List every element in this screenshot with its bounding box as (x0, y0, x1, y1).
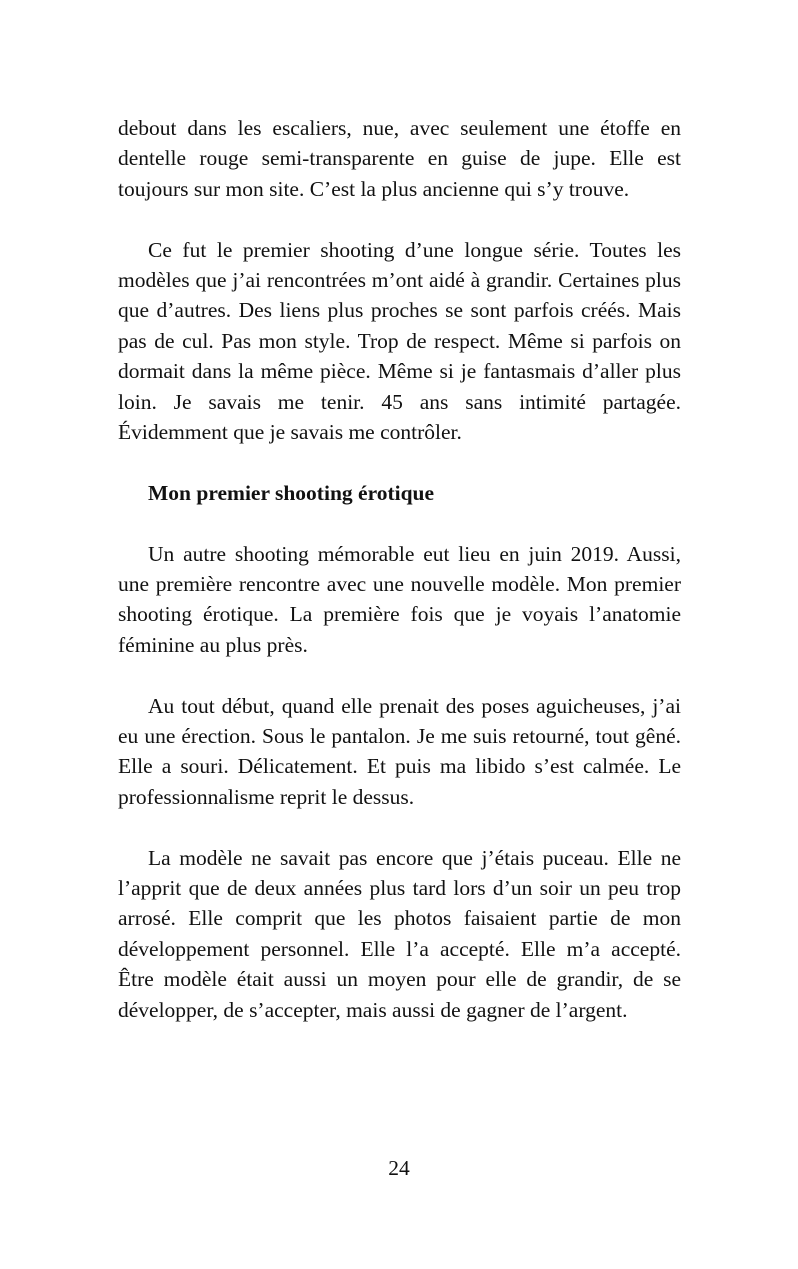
paragraph: Un autre shooting mémorable eut lieu en juin 2019. Aussi, une première rencontre avec une nouvelle modèle. Mon premier shooting érotique. La première fois que je voyais l’anatomie féminine au plus près. (118, 541, 681, 657)
paragraph: La modèle ne savait pas encore que j’étais puceau. Elle ne l’apprit que de deux années plus tard lors d’un soir un peu trop arrosé. Elle comprit que les photos faisaient partie de mon développement personnel. Elle l’a accepté. Elle m’a accepté. Être modèle était aussi un moyen pour elle de grandir, de se développer, de s’accepter, mais aussi de gagner de l’argent. (118, 845, 681, 1022)
paragraph: Ce fut le premier shooting d’une longue série. Toutes les modèles que j’ai rencontrées m’ont aidé à grandir. Certaines plus que d’autres. Des liens plus proches se sont parfois créés. Mais pas de cul. Pas mon style. Trop de respect. Même si parfois on dormait dans la même pièce. Même si je fantasmais d’aller plus loin. Je savais me tenir. 45 ans sans intimité partagée. Évidemment que je savais me contrôler. (118, 237, 681, 445)
paragraph: Au tout début, quand elle prenait des poses aguicheuses, j’ai eu une érection. Sous le pantalon. Je me suis retourné, tout gêné. Elle a souri. Délicatement. Et puis ma libido s’est calmée. Le professionnalisme reprit le dessus. (118, 693, 681, 809)
section-heading: Mon premier shooting érotique (148, 480, 435, 505)
paragraph-continued: debout dans les escaliers, nue, avec seulement une étoffe en dentelle rouge semi-transparente en guise de jupe. Elle est toujours sur mon site. C’est la plus ancienne qui s’y trouve. (118, 116, 681, 201)
page-number: 24 (388, 1156, 410, 1180)
page-body (118, 113, 681, 1056)
